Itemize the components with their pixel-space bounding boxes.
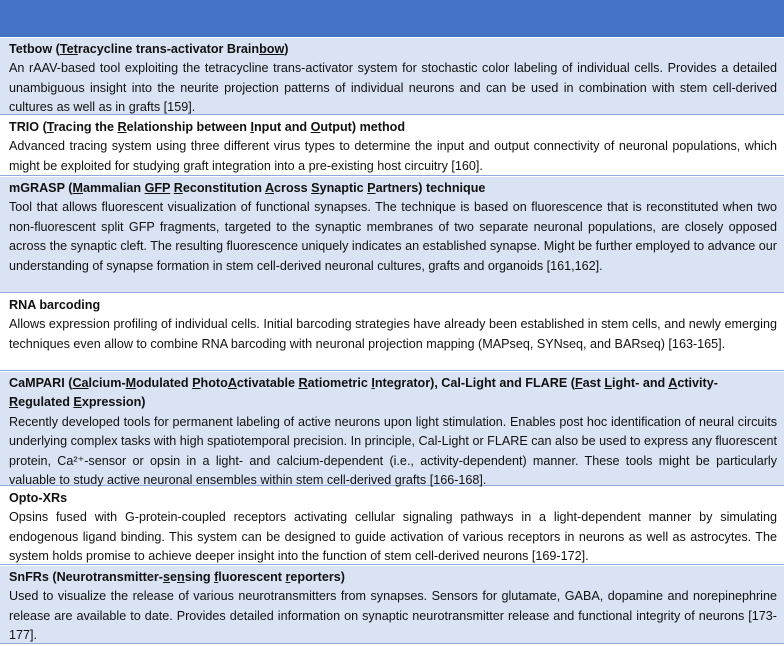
title-acronym-letters: R [298,376,308,390]
row-title: RNA barcoding [9,298,101,312]
title-acronym-letters: T [46,120,54,134]
title-acronym-letters: A [227,376,237,390]
table-row-tetbow [0,38,784,115]
row-title: Tetbow (Tetracycline trans-activator Brainbow) [9,42,289,56]
table-header-bar [0,0,784,37]
title-acronym-letters: R [117,120,127,134]
table-row-snfrs [0,566,784,644]
row-description: An rAAV-based tool exploiting the tetracycline trans-activator system for stochastic color labeling of individual cells. Provides a detailed unambiguous insight into the neurite projection patterns of individual neurons and can be used in combination with stem cell-derived cultures as well as in grafts [159]. [9,61,777,115]
row-title: Opto-XRs [9,491,68,505]
title-acronym-letters: M [125,376,137,390]
title-acronym-letters: Tet [59,42,78,56]
table-row-opto-xrs [0,487,784,565]
title-acronym-letters: Ca [72,376,89,390]
table-row-trio [0,116,784,176]
row-description: Recently developed tools for permanent labeling of active neurons upon light stimulation. Enables post hoc identification of neural circuits underlying complex tasks with high spatiotemporal precision. In principle, Cal-Light or FLARE can also be used to express any fluorescent protein, Ca²⁺-sensor or opsin in a light- and calcium-dependent (i.e., activity-dependent) manner. These tools might be particularly valuable to study active neuronal ensembles within stem cell-derived grafts [166-168]. [9,414,777,488]
title-acronym-letters: I [250,120,254,134]
title-acronym-letters: R [9,395,19,410]
row-description: Allows expression profiling of individual cells. Initial barcoding strategies have already been established in stem cells, and newly emerging techniques even allow to combine RNA barcoding with neuronal projection mapping (MAPseq, SYNseq, and BARseq) [163-165]. [9,317,777,351]
title-acronym-letters: O [310,120,321,134]
title-acronym-letters: E [73,395,82,410]
title-acronym-letters: S [311,181,320,195]
title-acronym-letters: f [214,570,219,584]
title-acronym-letters: P [192,376,201,390]
row-description: Tool that allows fluorescent visualization of functional synapses. The technique is based on fluorescence that is reconstituted when two non-fluorescent split GFP fragments, targeted to the synaptic membranes of two separate neuronal populations, are closely opposed across the synaptic cleft. The resulting fluorescence uniquely indicates an established synapse. Might be further employed to advance our understanding of synapse formation in stem cell-derived neuronal cultures, grafts and organoids [161,162]. [9,200,777,273]
title-acronym-letters: I [371,376,375,390]
row-title: TRIO (Tracing the Relationship between Input and Output) method [9,120,406,134]
title-acronym-letters: bow [259,42,285,56]
title-acronym-letters: F [574,376,583,390]
row-title: mGRASP (Mammalian GFP Reconstitution Across Synaptic Partners) technique [9,181,486,195]
table-row-campari [0,372,784,486]
title-acronym-letters: n [176,570,185,584]
table-row-mgrasp [0,177,784,293]
title-acronym-letters: GFP [144,181,171,195]
table-row-rna-barcoding [0,294,784,371]
title-acronym-letters: M [72,181,83,195]
title-acronym-letters: R [173,181,183,195]
title-acronym-letters: P [367,181,376,195]
row-title: SnFRs (Neurotransmitter-sensing fluorescent reporters) [9,570,345,584]
row-description: Advanced tracing system using three different virus types to determine the input and output connectivity of neuronal populations, which might be exploited for studying graft integration into a pre-existing host circuitry [160]. [9,139,777,173]
title-acronym-letters: A [668,376,678,390]
title-acronym-letters: A [264,181,275,195]
row-description: Used to visualize the release of various neurotransmitters from synapses. Sensors for glutamate, GABA, dopamine and norepinephrine release are available to date. Provides detailed information on synaptic neurotransmitter release and functional integrity of neurons [173-177]. [9,589,777,643]
row-title: CaMPARI (Calcium-Modulated PhotoActivatable Ratiometric Integrator), Cal-Light and FLARE (Fast Light- and Activity-Regulated Expression) [9,376,718,410]
title-acronym-letters: s [162,570,170,584]
title-acronym-letters: r [285,570,291,584]
title-acronym-letters: L [604,376,613,390]
row-description: Opsins fused with G-protein-coupled receptors activating cellular signaling pathways in a light-dependent manner by simulating endogenous ligand binding. This system can be designed to guide activation of various receptors in neurons as well as astrocytes. The system holds promise to achieve deeper insight into the function of stem cell-derived neurons [169-172]. [9,510,777,564]
